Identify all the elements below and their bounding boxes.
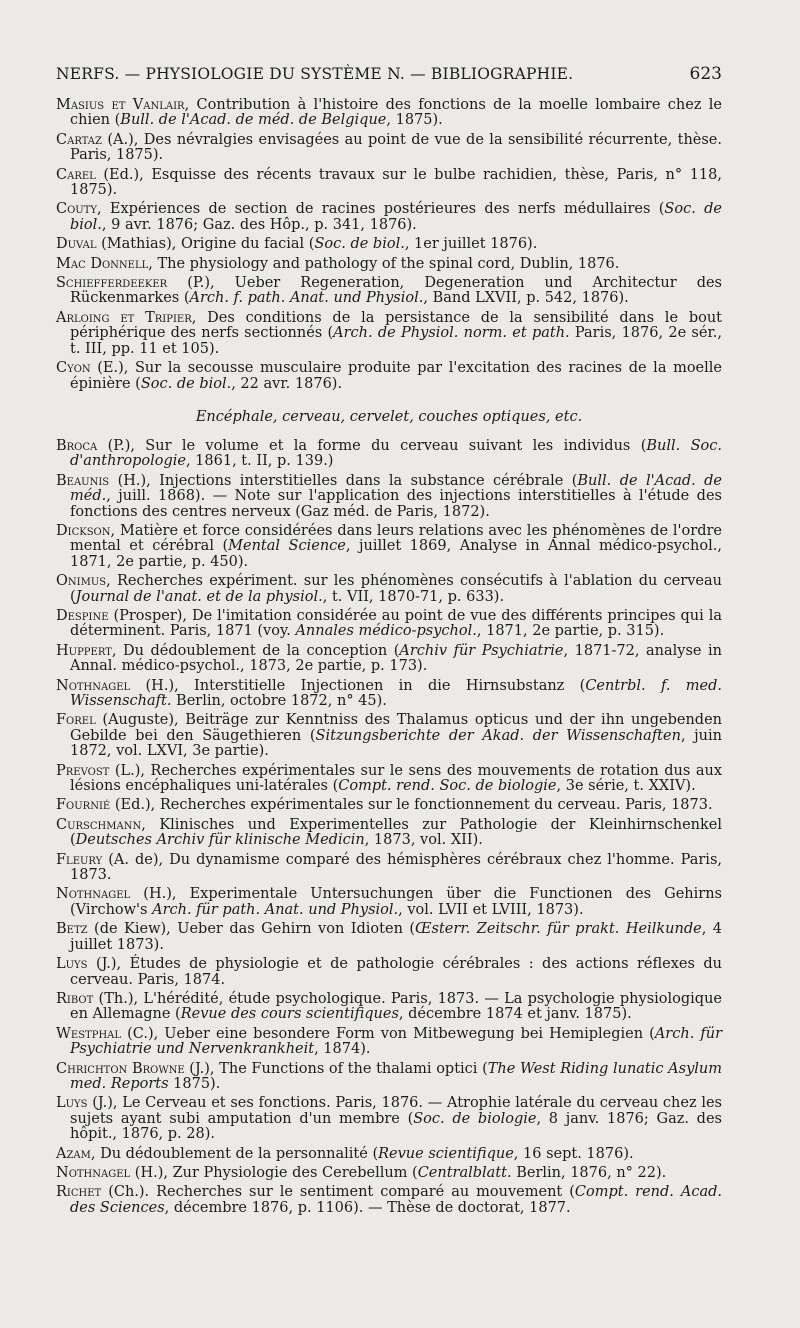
entry-title: Annales médico-psychol. [295, 623, 477, 640]
bibliography-entry [56, 644, 722, 675]
entry-text: (A.), Des névralgies envisagées au point de vue de la sensibilité récurrente, thèse. Paris, 1875). [70, 131, 722, 164]
entry-tail: , 1875). [386, 112, 443, 129]
entry-tail: , 1871-72, analyse in Annal. médico-psychol., 1873, 2e partie, p. 173). [70, 642, 723, 675]
entry-title: Bull. de l'Acad. de méd. [70, 472, 723, 505]
entry-title: Arch. f. path. Anat. und Physiol. [189, 290, 424, 307]
entry-title: Journal de l'anat. et de la physiol. [75, 588, 323, 605]
entry-author: Luys [56, 1095, 88, 1112]
entry-title: Soc. de biol. [140, 375, 232, 392]
entry-author: Schiefferdeeker [56, 275, 168, 292]
entry-title: Mental Science [228, 538, 346, 555]
entry-author: Huppert, [56, 642, 117, 659]
bibliography-entry [56, 237, 722, 252]
bibliography [56, 98, 722, 1220]
entry-author: Prevost [56, 762, 110, 779]
entry-tail: , t. VII, 1870-71, p. 633). [322, 588, 505, 605]
entry-author: Couty, [56, 201, 102, 218]
entry-tail: , 8 janv. 1876; Gaz. des hôpit., 1876, p. 28). [70, 1110, 722, 1143]
entry-tail: Berlin, 1876, n° 22). [511, 1164, 667, 1181]
entry-author: Curschmann, [56, 816, 146, 833]
entry-title: Soc. de biologie [413, 1110, 537, 1127]
bibliography-entry [56, 679, 722, 710]
entry-tail: , 9 avr. 1876; Gaz. des Hôp., p. 341, 1876). [101, 216, 417, 233]
entry-title: Archiv für Psychiatrie [399, 642, 564, 659]
entry-tail: , 4 juillet 1873). [70, 921, 722, 953]
entry-text: (Ed.), Esquisse des récents travaux sur le bulbe rachidien, thèse, Paris, n° 118, 1875). [70, 166, 722, 199]
entry-title: Centralblatt. [417, 1164, 512, 1181]
entry-tail: , décembre 1874 et janv. 1875). [398, 1006, 632, 1023]
entry-author: Richet [56, 1184, 102, 1201]
entry-text: The physiology and pathology of the spinal cord, Dublin, 1876. [152, 255, 620, 272]
entry-title: Compt. rend. Soc. de biologie [338, 778, 557, 795]
bibliography-entry [56, 361, 722, 392]
entry-text: (E.), Sur la secousse musculaire produite par l'excitation des racines de la moelle épinière ( [70, 360, 722, 392]
entry-author: Beaunis [56, 472, 110, 489]
entry-text: (Auguste), Beiträge zur Kenntniss des Thalamus opticus und der ihn ungebenden Gebilde bei den Säugethieren ( [70, 712, 722, 744]
entry-tail: 1875). [168, 1075, 221, 1092]
entry-title: Sitzungsberichte der Akad. der Wissenschaften [315, 727, 681, 744]
entry-title: The West Riding lunatic Asylum med. Reports [70, 1060, 722, 1092]
entry-title: Bull. de l'Acad. de méd. de Belgique [120, 112, 387, 129]
bibliography-entry [56, 311, 722, 357]
entry-text: (J.), The Functions of the thalami optici ( [184, 1060, 488, 1077]
entry-title: Compt. rend. Acad. des Sciences [70, 1184, 722, 1216]
entry-tail: , 1873, vol. XII). [364, 832, 483, 849]
bibliography-entry [56, 439, 722, 470]
entry-text: (H.), Experimentale Untersuchungen über die Functionen des Gehirns (Virchow's [70, 886, 722, 918]
entry-author: Nothnagel [56, 677, 131, 694]
bibliography-entry [56, 1096, 722, 1142]
entry-author: Nothnagel [56, 1164, 131, 1181]
entry-title: Soc. de biol. [70, 201, 722, 233]
bibliography-entry [56, 474, 722, 520]
entry-tail: , vol. LVII et LVIII, 1873). [398, 901, 584, 918]
page-number: 623 [689, 64, 722, 84]
section-heading: Encéphale, cerveau, cervelet, couches optiques, etc. [195, 408, 583, 425]
bibliography-entry [56, 1185, 722, 1216]
bibliography-entry [56, 1147, 722, 1162]
entry-title: Soc. de biol. [314, 236, 405, 253]
entry-text: (de Kiew), Ueber das Gehirn von Idioten ( [87, 921, 416, 938]
entry-text: Expériences de section de racines postérieures des nerfs médullaires ( [101, 201, 665, 218]
entry-tail: , juin 1872, vol. LXVI, 3e partie). [70, 727, 722, 760]
entry-text: Matière et force considérées dans leurs relations avec les phénomènes de l'ordre mental et cérébral ( [70, 522, 722, 555]
entry-author: Arloing et Tripier, [56, 309, 197, 326]
entry-author: Masius et Vanlair, [56, 97, 190, 113]
entry-tail: , 1er juillet 1876). [404, 236, 538, 253]
bibliography-entry [56, 98, 722, 129]
entry-author: Fournié [56, 797, 111, 814]
entry-text: (P.), Sur le volume et la forme du cerveau suivant les individus ( [97, 437, 647, 454]
bibliography-entry [56, 713, 722, 759]
entry-text: (Th.), L'hérédité, étude psychologique. Paris, 1873. — La psychologie physiologique en Allemagne ( [70, 990, 722, 1023]
entry-author: Azam, [56, 1145, 96, 1162]
bibliography-entry [56, 992, 722, 1023]
entry-author: Duval [56, 236, 97, 253]
entry-title: Revue scientifique [378, 1145, 514, 1162]
bibliography-entry [56, 764, 722, 795]
entry-text: Klinisches und Experimentelles zur Pathologie der Kleinhirnschenkel ( [70, 816, 722, 849]
bibliography-entry [56, 887, 722, 918]
entry-title: Bull. Soc. d'anthropologie [70, 437, 722, 470]
entry-tail: , 1874). [314, 1041, 371, 1058]
bibliography-entry [56, 1062, 722, 1093]
entry-text: Des conditions de la persistance de la sensibilité dans le bout périphérique des nerfs sectionnés ( [70, 309, 722, 342]
entry-tail: Berlin, octobre 1872, n° 45). [171, 693, 387, 709]
entry-tail: , 22 avr. 1876). [231, 375, 343, 392]
entry-author: Nothnagel [56, 886, 131, 903]
bibliography-entry [56, 798, 722, 813]
entry-tail: , 16 sept. 1876). [513, 1145, 634, 1162]
entry-author: Cartaz [56, 131, 102, 148]
entry-author: Despine [56, 607, 109, 624]
entry-author: Onimus, [56, 573, 111, 590]
bibliography-entry [56, 202, 722, 233]
entry-text: (J.), Études de physiologie et de pathologie cérébrales : des actions réflexes du cerveau. Paris, 1874. [70, 956, 722, 988]
entry-text: (L.), Recherches expérimentales sur le sens des mouvements de rotation dus aux lésions encéphaliques uni-latérales ( [70, 762, 722, 795]
entry-tail: , décembre 1876, p. 1106). — Thèse de doctorat, 1877. [164, 1199, 571, 1216]
entry-title: Revue des cours scientifiques [180, 1006, 399, 1023]
bibliography-entry [56, 524, 722, 570]
entry-text: Du dédoublement de la conception ( [116, 642, 400, 659]
running-title: NERFS. — PHYSIOLOGIE DU SYSTÈME N. — BIBLIOGRAPHIE. [56, 65, 574, 83]
bibliography-entry [56, 1166, 722, 1181]
bibliography-entry [56, 257, 722, 272]
entry-text: (C.), Ueber eine besondere Form von Mitbewegung bei Hemiplegien ( [121, 1025, 655, 1042]
entry-title: Arch. de Physiol. norm. et path. [333, 325, 570, 342]
entry-text: (H.), Zur Physiologie des Cerebellum ( [130, 1164, 418, 1181]
entry-text: (J.), Le Cerveau et ses fonctions. Paris, 1876. — Atrophie latérale du cerveau chez les sujets ayant subi amputation d'un membre ( [70, 1095, 722, 1127]
entry-text: (A. de), Du dynamisme comparé des hémisphères cérébraux chez l'homme. Paris, 1873. [70, 851, 722, 884]
entry-text: Contribution à l'histoire des fonctions de la moelle lombaire chez le chien ( [70, 97, 722, 129]
nerve-references [56, 98, 722, 392]
entry-text: (Prosper), De l'imitation considérée au point de vue des différents principes qui la déterminent. Paris, 1871 (voy. [70, 607, 722, 640]
entry-author: Forel [56, 712, 96, 729]
entry-text: (H.), Interstitielle Injectionen in die Hirnsubstanz ( [130, 677, 586, 694]
entry-title: Centrbl. f. med. Wissenschaft. [70, 677, 722, 709]
bibliography-entry [56, 133, 722, 164]
entry-tail: , 1871, 2e partie, p. 315). [476, 623, 665, 640]
bibliography-entry [56, 574, 722, 605]
entry-author: Cyon [56, 360, 91, 377]
entry-author: Westphal [56, 1025, 122, 1042]
entry-text: Du dédoublement de la personnalité ( [95, 1145, 379, 1162]
entry-text: (P.), Ueber Regeneration, Degeneration und Architectur des Rückenmarkes ( [70, 275, 722, 307]
entry-author: Ribot [56, 990, 94, 1007]
entry-tail: , juillet 1869, Analyse in Annal médico-psychol., 1871, 2e partie, p. 450). [70, 538, 722, 570]
entry-tail: , juill. 1868). — Note sur l'application des injections interstitielles à l'étude des fonctions des centres nerveux (Gaz méd. de Paris, 1872). [70, 488, 722, 520]
entry-title: Arch. für path. Anat. und Physiol. [152, 901, 399, 918]
entry-tail: , Band LXVII, p. 542, 1876). [423, 290, 629, 307]
entry-author: Mac Donnell, [56, 255, 153, 272]
bibliography-entry [56, 276, 722, 307]
entry-tail: , 3e série, t. XXIV). [556, 778, 696, 795]
bibliography-entry [56, 168, 722, 199]
entry-author: Carel [56, 166, 96, 183]
entry-author: Betz [56, 921, 88, 938]
entry-title: Deutsches Archiv für klinische Medicin [75, 832, 365, 849]
entry-author: Fleury [56, 851, 103, 868]
entry-text: (Ed.), Recherches expérimentales sur le fonctionnement du cerveau. Paris, 1873. [110, 797, 713, 814]
entry-text: (H.), Injections interstitielles dans la substance cérébrale ( [109, 472, 578, 489]
bibliography-entry [56, 818, 722, 849]
entry-author: Dickson, [56, 522, 116, 539]
entry-text: (Mathias), Origine du facial ( [96, 236, 315, 253]
running-header [56, 64, 722, 88]
bibliography-entry [56, 853, 722, 884]
entry-author: Chrichton Browne [56, 1060, 185, 1077]
entry-author: Broca [56, 437, 98, 454]
bibliography-entry [56, 1027, 722, 1058]
entry-text: (Ch.). Recherches sur le sentiment comparé au mouvement ( [101, 1184, 575, 1201]
bibliography-entry [56, 609, 722, 640]
entry-text: Recherches expériment. sur les phénomènes consécutifs à l'ablation du cerveau ( [70, 573, 722, 605]
brain-references [56, 439, 722, 1216]
bibliography-entry [56, 922, 722, 953]
entry-tail: Paris, 1876, 2e sér., t. III, pp. 11 et 105). [70, 325, 723, 357]
entry-title: Arch. für Psychiatrie und Nervenkrankheit [70, 1025, 723, 1058]
entry-tail: , 1861, t. II, p. 139.) [185, 453, 334, 470]
entry-author: Luys [56, 956, 88, 973]
entry-title: Œsterr. Zeitschr. für prakt. Heilkunde [415, 921, 702, 938]
bibliography-entry [56, 957, 722, 988]
